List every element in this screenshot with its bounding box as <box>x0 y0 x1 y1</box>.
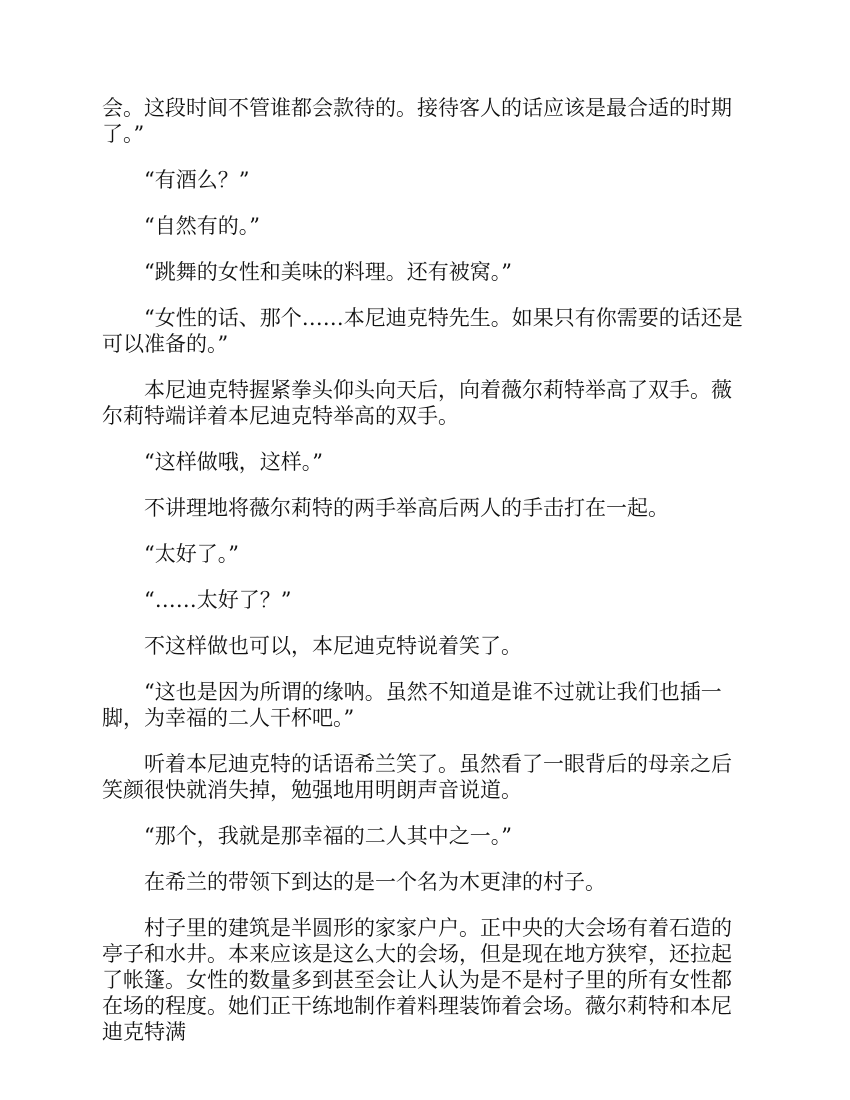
paragraph: 不这样做也可以，本尼迪克特说着笑了。 <box>144 634 522 658</box>
paragraph: 听着本尼迪克特的话语希兰笑了。虽然看了一眼背后的母亲之后笑颜很快就消失掉，勉强地用明朗声音说道。 <box>102 752 732 802</box>
paragraph: “太好了。” <box>144 542 239 566</box>
body-text <box>102 95 750 1065</box>
paragraph: 会。这段时间不管谁都会款待的。接待客人的话应该是最合适的时期了。” <box>102 96 732 146</box>
paragraph: “……太好了？” <box>144 588 292 612</box>
paragraph: “那个，我就是那幸福的二人其中之一。” <box>144 824 512 848</box>
paragraph: “自然有的。” <box>144 214 260 238</box>
paragraph: 不讲理地将薇尔莉特的两手举高后两人的手击打在一起。 <box>144 496 669 520</box>
paragraph: “有酒么？” <box>144 168 250 192</box>
paragraph: “这样做哦，这样。” <box>144 450 323 474</box>
paragraph: 本尼迪克特握紧拳头仰头向天后，向着薇尔莉特举高了双手。薇尔莉特端详着本尼迪克特举高的双手。 <box>102 378 732 428</box>
paragraph: 村子里的建筑是半圆形的家家户户。正中央的大会场有着石造的亭子和水井。本来应该是这么大的会场，但是现在地方狭窄，还拉起了帐篷。女性的数量多到甚至会让人认为是不是村子里的所有女性都在场的程度。她们正干练地制作着料理装饰着会场。薇尔莉特和本尼迪克特满 <box>102 916 732 1044</box>
paragraph: “这也是因为所谓的缘呐。虽然不知道是谁不过就让我们也插一脚，为幸福的二人干杯吧。” <box>102 680 722 730</box>
paragraph: 在希兰的带领下到达的是一个名为木更津的村子。 <box>144 870 606 894</box>
paragraph: “跳舞的女性和美味的料理。还有被窝。” <box>144 260 512 284</box>
paragraph: “女性的话、那个……本尼迪克特先生。如果只有你需要的话还是可以准备的。” <box>102 306 743 356</box>
